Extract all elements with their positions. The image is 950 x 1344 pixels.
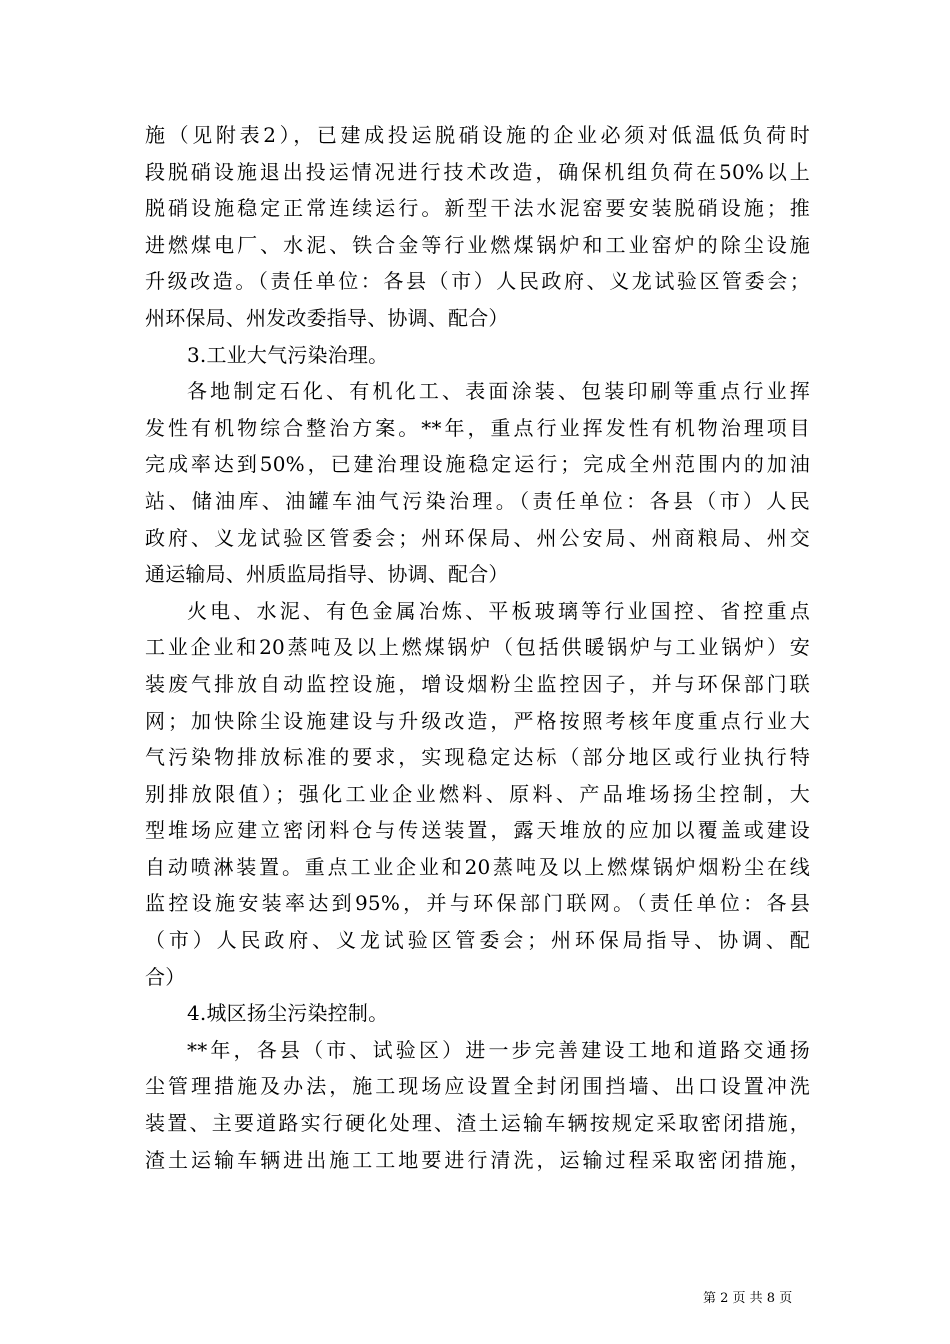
text-line: 施（见附表2），已建成投运脱硝设施的企业必须对低温低负荷时 [145,123,810,147]
text-line: 各地制定石化、有机化工、表面涂装、包装印刷等重点行业挥 [187,379,810,404]
text-line: 完成率达到50%，已建治理设施稳定运行；完成全州范围内的加油 [145,452,810,477]
text-line: 政府、义龙试验区管委会；州环保局、州公安局、州商粮局、州交 [145,525,810,550]
text-line: **年，各县（市、试验区）进一步完善建设工地和道路交通扬 [187,1037,810,1062]
text-line: 站、储油库、油罐车油气污染治理。（责任单位：各县（市）人民 [145,488,810,513]
text-line: 装废气排放自动监控设施，增设烟粉尘监控因子，并与环保部门联 [145,671,810,696]
text-line: 气污染物排放标准的要求，实现稳定达标（部分地区或行业执行特 [145,745,810,770]
text-line: 脱硝设施稳定正常连续运行。新型干法水泥窑要安装脱硝设施；推 [145,196,810,221]
text-line: 型堆场应建立密闭料仓与传送装置，露天堆放的应加以覆盖或建设 [145,818,810,843]
text-line: （市）人民政府、义龙试验区管委会；州环保局指导、协调、配 [145,928,810,953]
text-line: 渣土运输车辆进出施工工地要进行清洗，运输过程采取密闭措施， [145,1147,810,1172]
text-line: 尘管理措施及办法，施工现场应设置全封闭围挡墙、出口设置冲洗 [145,1074,810,1099]
text-line: 州环保局、州发改委指导、协调、配合） [145,305,509,330]
section-heading: 3.工业大气污染治理。 [187,342,389,367]
document-body [145,117,810,1178]
page-number: 第 2 页 共 8 页 [703,1291,793,1306]
section-heading: 4.城区扬尘污染控制。 [187,1001,389,1026]
text-line: 别排放限值）；强化工业企业燃料、原料、产品堆场扬尘控制，大 [145,781,810,806]
text-line: 自动喷淋装置。重点工业企业和20蒸吨及以上燃煤锅炉烟粉尘在线 [145,854,810,879]
text-line: 工业企业和20蒸吨及以上燃煤锅炉（包括供暖锅炉与工业锅炉）安 [145,635,810,660]
text-line: 进燃煤电厂、水泥、铁合金等行业燃煤锅炉和工业窑炉的除尘设施 [145,232,810,257]
text-line: 发性有机物综合整治方案。**年，重点行业挥发性有机物治理项目 [145,415,810,440]
text-line: 段脱硝设施退出投运情况进行技术改造，确保机组负荷在50%以上 [145,159,810,184]
text-line: 通运输局、州质监局指导、协调、配合） [145,562,509,587]
text-line: 网；加快除尘设施建设与升级改造，严格按照考核年度重点行业大 [145,708,810,733]
text-line: 合） [145,964,186,989]
text-line: 火电、水泥、有色金属冶炼、平板玻璃等行业国控、省控重点 [187,598,810,623]
text-line: 监控设施安装率达到95%，并与环保部门联网。（责任单位：各县 [145,891,810,916]
text-line: 装置、主要道路实行硬化处理、渣土运输车辆按规定采取密闭措施， [145,1111,810,1136]
text-line: 升级改造。（责任单位：各县（市）人民政府、义龙试验区管委会； [145,269,810,294]
